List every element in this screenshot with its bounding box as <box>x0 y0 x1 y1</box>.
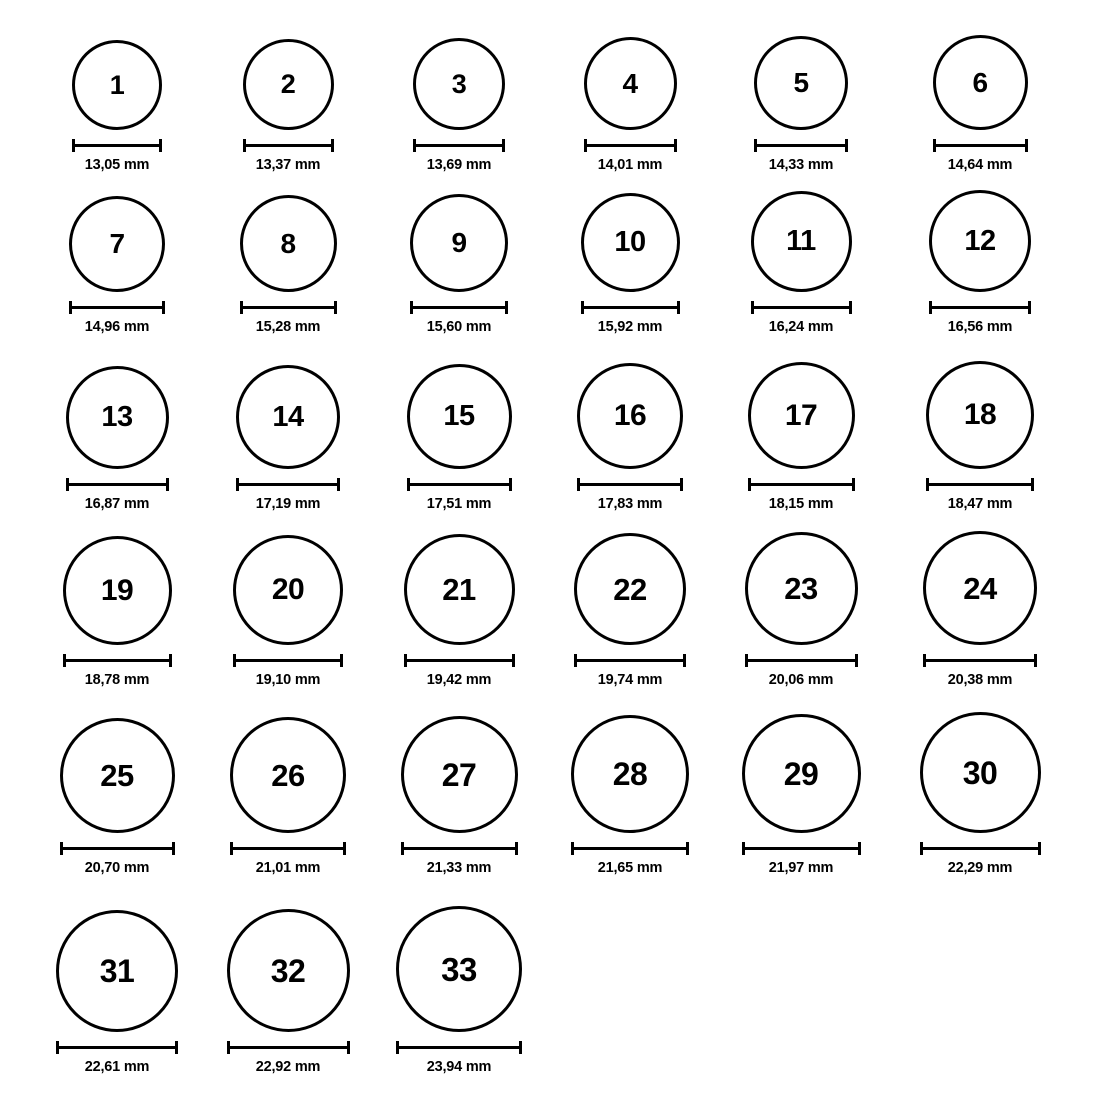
ring-size-number: 29 <box>783 755 819 792</box>
measure-bar-line <box>227 1046 350 1049</box>
ring-size-number: 18 <box>963 398 997 431</box>
measure-bar-line <box>396 1046 522 1049</box>
diameter-label: 20,38 mm <box>947 672 1013 688</box>
measure-bar-left-tick <box>571 842 574 855</box>
ring-size-number: 1 <box>109 69 125 100</box>
ring-size-cell <box>373 0 545 1075</box>
measure-bar-right-tick <box>347 1041 350 1054</box>
ring-size-number: 21 <box>442 572 476 607</box>
ring-size-number: 27 <box>441 756 477 793</box>
diameter-measure-bar <box>742 842 861 854</box>
diameter-label: 14,96 mm <box>84 319 150 335</box>
measure-bar-right-tick <box>1038 842 1041 855</box>
ring-size-cell <box>715 0 887 876</box>
measure-bar-left-tick <box>920 842 923 855</box>
ring-circle <box>56 910 178 1032</box>
diameter-measure-bar <box>56 1041 178 1053</box>
ring-size-number: 22 <box>613 571 647 607</box>
diameter-label: 15,60 mm <box>426 319 492 335</box>
diameter-label: 18,15 mm <box>768 496 834 512</box>
diameter-label: 17,19 mm <box>255 496 321 512</box>
ring-size-number: 4 <box>622 67 638 99</box>
ring-size-cell <box>31 0 203 1075</box>
ring-size-cell <box>544 0 716 876</box>
diameter-label: 22,61 mm <box>84 1059 150 1075</box>
measure-bar-right-tick <box>858 842 861 855</box>
diameter-label: 13,69 mm <box>426 157 492 173</box>
ring-size-number: 30 <box>962 754 998 791</box>
diameter-label: 13,05 mm <box>84 157 150 173</box>
diameter-label: 17,51 mm <box>426 496 492 512</box>
ring-size-number: 5 <box>793 67 809 98</box>
ring-size-number: 33 <box>441 950 477 988</box>
ring-size-number: 3 <box>451 68 467 99</box>
measure-bar-right-tick <box>519 1041 522 1054</box>
ring-circle <box>227 909 350 1032</box>
ring-circle <box>396 906 522 1032</box>
diameter-label: 21,01 mm <box>255 860 321 876</box>
diameter-label: 16,87 mm <box>84 496 150 512</box>
diameter-label: 21,97 mm <box>768 860 834 876</box>
measure-bar-line <box>742 847 861 850</box>
diameter-label: 18,47 mm <box>947 496 1013 512</box>
diameter-label: 15,92 mm <box>597 319 663 335</box>
ring-size-number: 8 <box>280 227 296 259</box>
ring-size-number: 32 <box>270 952 306 989</box>
ring-size-number: 10 <box>614 226 646 258</box>
diameter-label: 16,56 mm <box>947 319 1013 335</box>
measure-bar-left-tick <box>227 1041 230 1054</box>
ring-circle <box>742 714 861 833</box>
diameter-label: 18,78 mm <box>84 672 150 688</box>
diameter-measure-bar <box>396 1041 522 1053</box>
ring-size-number: 24 <box>963 570 997 606</box>
ring-size-cell <box>202 0 374 1075</box>
ring-size-number: 25 <box>100 758 134 793</box>
diameter-label: 22,92 mm <box>255 1059 321 1075</box>
diameter-label: 20,70 mm <box>84 860 150 876</box>
diameter-measure-bar <box>227 1041 350 1053</box>
measure-bar-left-tick <box>742 842 745 855</box>
diameter-label: 15,28 mm <box>255 319 321 335</box>
diameter-measure-bar <box>571 842 689 854</box>
diameter-label: 19,10 mm <box>255 672 321 688</box>
ring-size-number: 12 <box>964 224 996 257</box>
ring-size-number: 26 <box>271 757 305 793</box>
ring-size-number: 23 <box>784 571 818 606</box>
measure-bar-left-tick <box>396 1041 399 1054</box>
diameter-label: 19,42 mm <box>426 672 492 688</box>
diameter-measure-bar <box>920 842 1041 854</box>
ring-circle <box>571 715 689 833</box>
ring-size-number: 13 <box>101 401 133 433</box>
diameter-label: 23,94 mm <box>426 1059 492 1075</box>
ring-size-number: 16 <box>613 399 647 432</box>
diameter-label: 13,37 mm <box>255 157 321 173</box>
diameter-label: 21,65 mm <box>597 860 663 876</box>
measure-bar-line <box>920 847 1041 850</box>
measure-bar-right-tick <box>686 842 689 855</box>
measure-bar-right-tick <box>175 1041 178 1054</box>
ring-size-number: 6 <box>972 66 988 98</box>
measure-bar-line <box>56 1046 178 1049</box>
measure-bar-left-tick <box>56 1041 59 1054</box>
ring-size-number: 28 <box>612 756 648 792</box>
ring-size-number: 17 <box>784 398 818 432</box>
diameter-label: 16,24 mm <box>768 319 834 335</box>
ring-size-number: 11 <box>786 225 816 257</box>
ring-size-number: 19 <box>100 573 134 607</box>
diameter-label: 20,06 mm <box>768 672 834 688</box>
diameter-label: 14,64 mm <box>947 157 1013 173</box>
ring-size-number: 14 <box>272 400 304 433</box>
ring-size-cell <box>894 0 1066 876</box>
ring-size-number: 9 <box>451 227 467 258</box>
measure-bar-line <box>571 847 689 850</box>
diameter-label: 14,33 mm <box>768 157 834 173</box>
diameter-label: 21,33 mm <box>426 860 492 876</box>
ring-size-number: 31 <box>99 953 135 989</box>
ring-size-number: 15 <box>443 400 475 432</box>
ring-size-number: 20 <box>271 573 305 606</box>
diameter-label: 19,74 mm <box>597 672 663 688</box>
ring-circle <box>920 712 1041 833</box>
diameter-label: 22,29 mm <box>947 860 1013 876</box>
diameter-label: 14,01 mm <box>597 157 663 173</box>
ring-size-number: 7 <box>109 228 125 259</box>
diameter-label: 17,83 mm <box>597 496 663 512</box>
ring-size-number: 2 <box>280 69 296 99</box>
